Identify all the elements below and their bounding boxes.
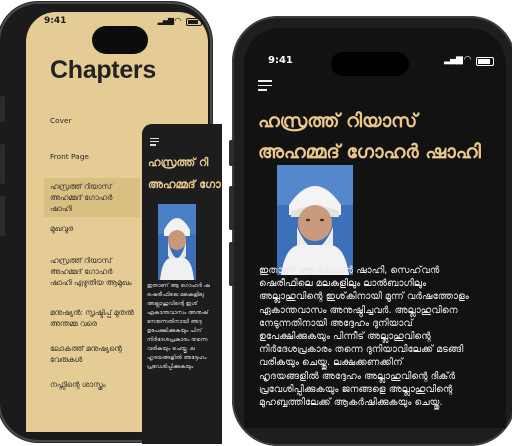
body-line: നേടുന്നതിനായി അദ്ദേഹം ദുനിയാവ്	[259, 317, 413, 329]
chapter-item-cover[interactable]: Cover	[50, 116, 72, 125]
reader-preview-panel[interactable]	[142, 124, 222, 444]
body-line: വരികയും ചെയ്തു. ലക്ഷക്കണക്കിന്	[259, 357, 403, 369]
body-line: അല്ലാഹുവിന്റെ ഇശ്‌കിനായി മൂന്ന് വർഷത്തോളം	[259, 291, 469, 303]
preview-body-line: നിർദേശപ്രകാരം തന്നെ	[147, 337, 208, 343]
left-status-bar	[42, 16, 202, 32]
preview-menu-icon[interactable]	[150, 138, 159, 148]
right-phone-volume-up	[229, 186, 234, 230]
preview-body-line: ഉപേക്ഷിക്കുകയും പിന്	[147, 328, 202, 334]
preview-body-line: അല്ലാഹുവിന്റെ ഇശ്	[147, 301, 198, 307]
body-line: ഇതാണ് ആ ഗോഹർ ഷാഹി, സെഹ്‌വൻ	[259, 265, 440, 276]
preview-body-text	[147, 282, 222, 372]
preview-title-line2: അഹമ്മദ് ഗോ	[148, 178, 221, 191]
preview-body-line: വരികയും ചെയ്തു. ല	[147, 346, 195, 352]
chapter-item-front-page[interactable]: Front Page	[50, 152, 89, 161]
body-line: ഉപേക്ഷിക്കുകയും പിന്നീട് അല്ലാഹുവിന്റെ	[259, 331, 431, 343]
preview-body-line: നേരുന്നതിനായി അദ്ദ	[147, 319, 202, 325]
body-line: നിർദേശപ്രകാരം തന്നെ ദുനിയാവിലേക്ക് മടങ്ങി	[259, 344, 464, 356]
chapter-item-nafs[interactable]: നഫ്സിന്റെ ശാസ്ത്രം	[50, 380, 106, 389]
chapters-title: Chapters	[50, 56, 156, 84]
preview-portrait-photo	[158, 204, 196, 280]
chapter-title-line1: ഹസ്രത്ത് റിയാസ്	[258, 110, 418, 132]
right-signal-wifi-icon: ▂▄▆ ◠	[444, 55, 470, 65]
body-line: ഹൃദയങ്ങളിൽ അദ്ദേഹം അല്ലാഹുവിന്റെ ദിക്ർ	[259, 370, 456, 382]
body-line: ഷെരീഫിലെ മലകളിലും ലാൽബാഗിലും	[259, 278, 427, 290]
chapter-item-active[interactable]: ഹസ്രത്ത് റിയാസ് അഹമ്മദ് ഗോഹർ ഷാഹി	[44, 178, 140, 217]
right-phone-volume-down	[229, 242, 234, 286]
left-battery-icon	[186, 18, 202, 26]
left-status-time: 9:41	[44, 16, 67, 26]
preview-body-line: ഏകാന്തവാസം അനുഷ്	[147, 310, 209, 316]
right-status-time: 9:41	[268, 55, 293, 66]
right-phone-silent-switch	[229, 140, 234, 166]
right-battery-icon	[476, 57, 494, 66]
reader-menu-icon[interactable]	[258, 80, 272, 94]
left-phone-volume-up	[0, 144, 5, 184]
portrait-photo	[277, 165, 353, 275]
body-line: മുഹബ്ബത്തിലേക്ക് ആകർഷിക്കുകയും ചെയ്തു.	[259, 397, 443, 409]
left-phone-volume-down	[0, 196, 5, 236]
chapter-item-introduction[interactable]: ഹസ്രത്ത് റിയാസ് അഹമ്മദ് ഗോഹർ ഷാഹി എഴുതിയ ആമുഖം	[50, 256, 132, 287]
right-status-bar	[268, 55, 500, 69]
chapter-title-line2: അഹമ്മദ് ഗോഹർ ഷാഹി	[258, 141, 481, 163]
preview-body-line: പ്രവേശിപ്പിക്കുകയും	[147, 364, 194, 370]
chapter-body-text	[259, 264, 503, 409]
preview-body-line: ഹൃദയങ്ങളിൽ അദ്ദേഹം	[147, 355, 207, 361]
chapter-item-preface[interactable]: മുഖവുര	[50, 224, 74, 233]
preview-body-line: ഷെരീഫിലെ മലകളിലു	[147, 292, 204, 298]
chapter-item-human[interactable]: മനുഷ്യൻ: സൃഷ്ടിപ്പ് മുതൽ അന്തമ്മ വരെ	[50, 308, 134, 328]
left-signal-wifi-icon: ▂▄▆ ◠	[157, 16, 180, 25]
body-line: പ്രവേശിപ്പിക്കുകയും ജനങ്ങളെ അല്ലാഹുവിന്റെ	[259, 383, 453, 395]
chapter-item-roots[interactable]: ലോകത്ത് മനുഷ്യന്റെ വേരുകൾ	[50, 344, 122, 364]
left-phone-silent-switch	[0, 96, 5, 122]
body-line: ഏകാന്തവാസം അനുഷ്ഠിച്ചവർ. അല്ലാഹുവിനെ	[259, 304, 458, 316]
preview-body-line: ഇതാണ് ആ ഗോഹർ ഷ	[147, 283, 210, 289]
preview-title-line1: ഹസ്രത്ത് റി	[148, 156, 209, 169]
